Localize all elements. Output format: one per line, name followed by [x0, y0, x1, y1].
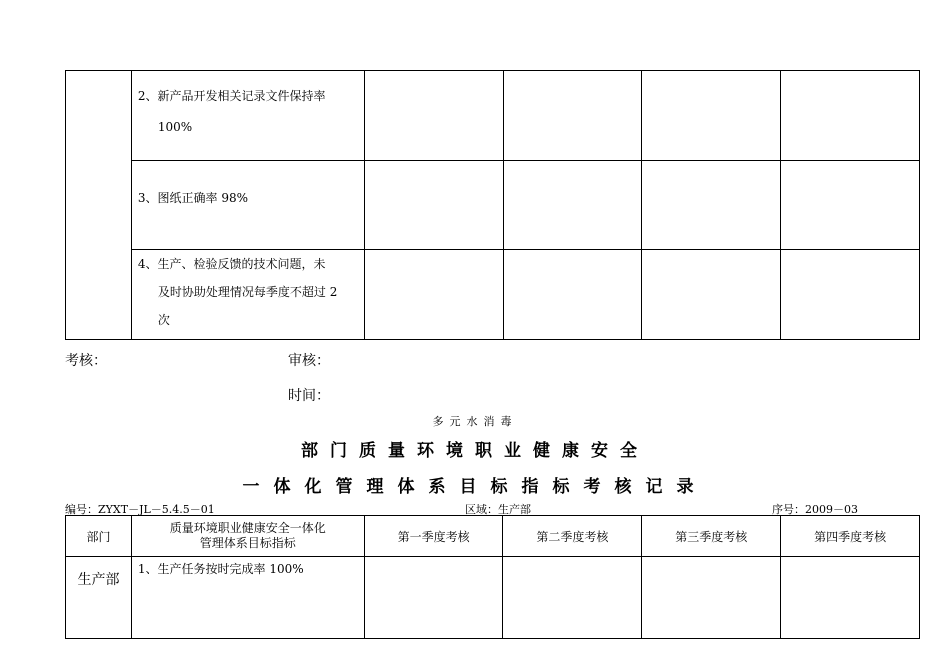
q3-cell[interactable]: [642, 161, 781, 250]
indicator-text: 2、新产品开发相关记录文件保持率: [137, 89, 326, 103]
header-indicator: [131, 516, 364, 557]
top-assessment-table: [65, 70, 920, 340]
indicator-text: 100%: [157, 120, 193, 134]
q3-cell[interactable]: [642, 71, 781, 161]
table-row: [66, 250, 920, 340]
indicator-text: 及时协助处理情况每季度不超过 2: [157, 285, 338, 299]
header-q1: 第一季度考核: [364, 516, 503, 557]
header-indicator-line: 管理体系目标指标: [199, 536, 296, 550]
q1-cell[interactable]: [364, 557, 503, 639]
time-label: 时间：: [288, 388, 330, 404]
company-name: 多元水消毒: [432, 415, 518, 428]
table-row: [66, 161, 920, 250]
indicator-text: 1、生产任务按时完成率 100%: [137, 562, 304, 576]
dept-cell: [66, 557, 132, 639]
indicator-cell: [131, 250, 364, 340]
indicator-text: 次: [157, 313, 170, 327]
document-code: 编号：ZYXT－JL－5.4.5－01: [65, 503, 215, 516]
indicator-cell: [131, 557, 364, 639]
q2-cell[interactable]: [503, 71, 642, 161]
q2-cell[interactable]: [503, 161, 642, 250]
indicator-text: 3、图纸正确率 98%: [137, 191, 249, 205]
header-q3: 第三季度考核: [642, 516, 781, 557]
header-q4: 第四季度考核: [781, 516, 920, 557]
q3-cell[interactable]: [642, 557, 781, 639]
area-label: 区域：生产部: [465, 503, 531, 516]
table-row: [66, 71, 920, 161]
table-row: [66, 557, 920, 639]
q1-cell[interactable]: [364, 71, 503, 161]
serial-number: 序号：2009－03: [772, 503, 858, 516]
indicator-cell: [131, 71, 364, 161]
assess-label: 考核：: [65, 353, 107, 369]
indicator-text: 4、生产、检验反馈的技术问题，未: [137, 257, 326, 271]
page-title: 部门质量环境职业健康安全: [301, 441, 649, 461]
review-label: 审核：: [288, 353, 330, 369]
q2-cell[interactable]: [503, 557, 642, 639]
indicator-cell: [131, 161, 364, 250]
header-dept: 部门: [66, 516, 132, 557]
q4-cell[interactable]: [781, 250, 920, 340]
assessment-record-table: [65, 515, 920, 639]
header-q2: 第二季度考核: [503, 516, 642, 557]
q1-cell[interactable]: [364, 250, 503, 340]
page-subtitle: 一体化管理体系目标指标考核记录: [242, 477, 708, 497]
dept-name: 生产部: [77, 572, 120, 588]
q4-cell[interactable]: [781, 161, 920, 250]
q4-cell[interactable]: [781, 71, 920, 161]
dept-cell: [66, 71, 132, 340]
table-header-row: [66, 516, 920, 557]
q3-cell[interactable]: [642, 250, 781, 340]
q2-cell[interactable]: [503, 250, 642, 340]
q4-cell[interactable]: [781, 557, 920, 639]
header-indicator-line: 质量环境职业健康安全一体化: [169, 521, 326, 535]
q1-cell[interactable]: [364, 161, 503, 250]
